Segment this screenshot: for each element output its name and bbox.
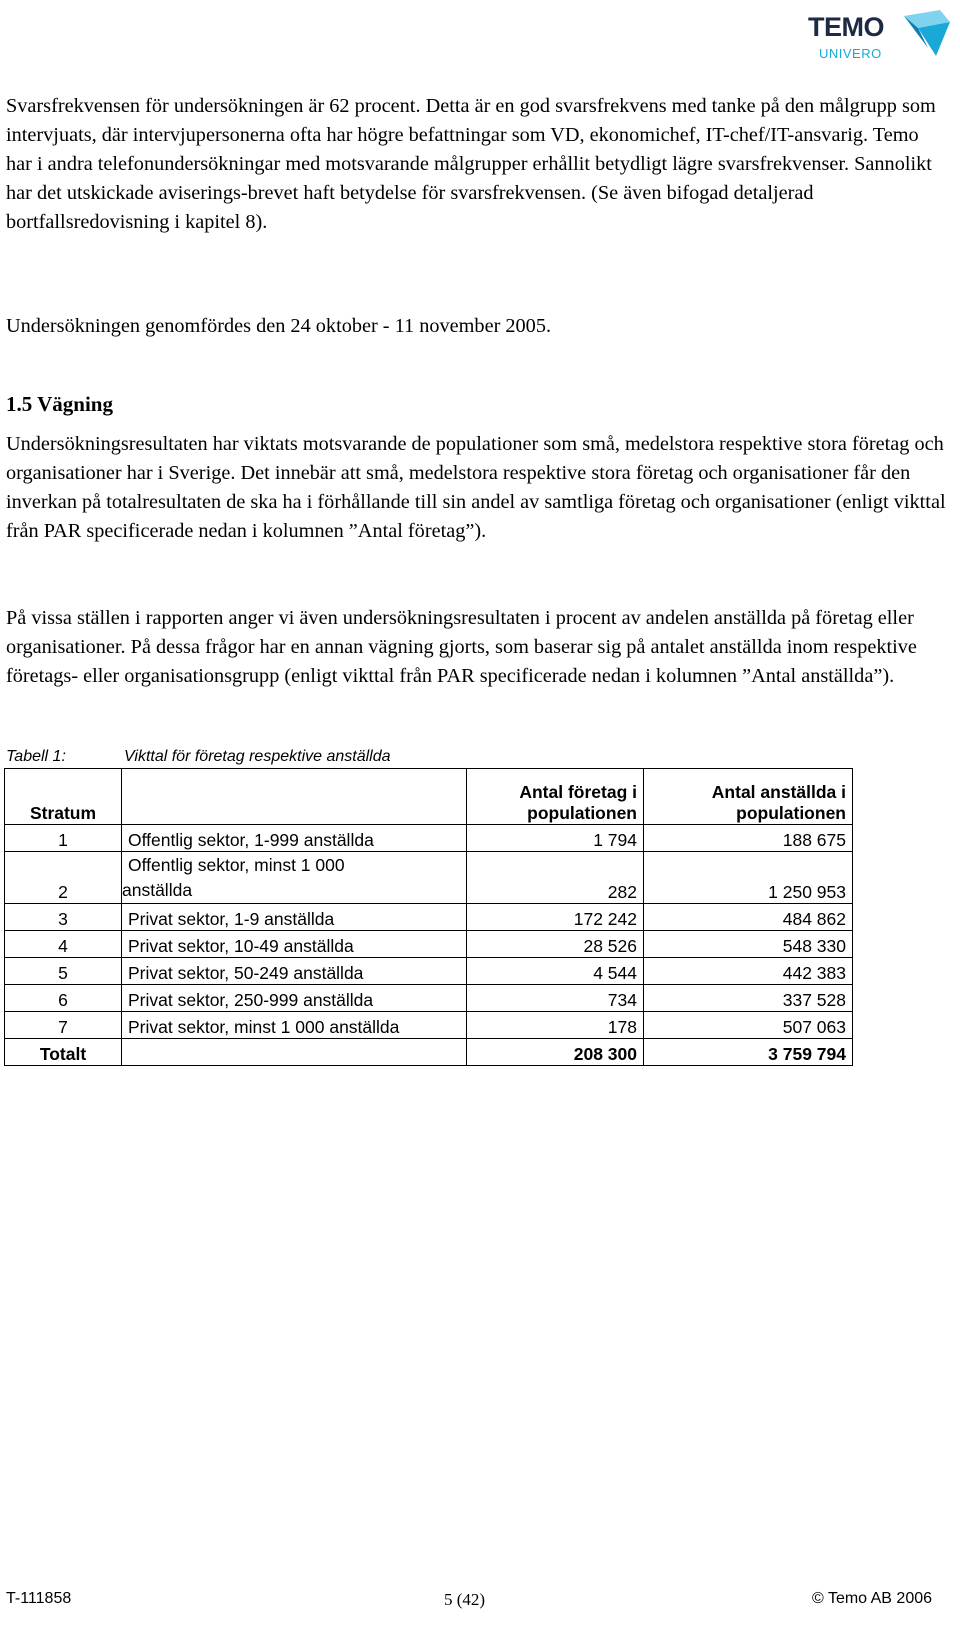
- cell-companies: 4 544: [467, 958, 644, 985]
- cell-sector: [122, 852, 467, 904]
- table-header-row: [5, 769, 853, 825]
- header-employees: Antal anställda i populationen: [644, 769, 853, 825]
- cell-companies: 178: [467, 1012, 644, 1039]
- cell-sector: Privat sektor, minst 1 000 anställda: [122, 1012, 467, 1039]
- paragraph-employee-weighting: På vissa ställen i rapporten anger vi även undersökningsresultaten i procent av andelen anställda på företag eller organisationer. På dessa frågor har en annan vägning gjorts, som baserar sig på antalet anställda inom respektive företags- eller organisationsgrupp (enligt vikttal från PAR specificerade nedan i kolumnen ”Antal anställda”).: [6, 607, 917, 687]
- table-row: [5, 904, 853, 931]
- header-companies: Antal företag i populationen: [467, 769, 644, 825]
- cell-total-companies: 208 300: [467, 1039, 644, 1066]
- cell-sector: [122, 1039, 467, 1066]
- table-row: [5, 985, 853, 1012]
- table-caption-text: Vikttal för företag respektive anställda: [124, 748, 391, 765]
- cell-companies: 28 526: [467, 931, 644, 958]
- logo-cube-icon: [900, 8, 956, 60]
- cell-stratum: 2: [5, 852, 122, 904]
- cell-employees: 442 383: [644, 958, 853, 985]
- logo-subtitle: UNIVERO: [819, 46, 882, 61]
- cell-stratum: 3: [5, 904, 122, 931]
- cell-sector: Privat sektor, 1-9 anställda: [122, 904, 467, 931]
- cell-sector: Offentlig sektor, 1-999 anställda: [122, 825, 467, 852]
- section-heading-weighting: 1.5 Vägning: [6, 392, 113, 416]
- cell-employees: 507 063: [644, 1012, 853, 1039]
- table-caption-label: Tabell 1:: [6, 748, 66, 765]
- table-total-row: [5, 1039, 853, 1066]
- footer-copyright: © Temo AB 2006: [812, 1590, 933, 1607]
- table-row: [5, 852, 853, 904]
- cell-sector: Privat sektor, 250-999 anställda: [122, 985, 467, 1012]
- cell-stratum: 7: [5, 1012, 122, 1039]
- cell-sector-line2: anställda: [122, 880, 193, 900]
- table-row: [5, 931, 853, 958]
- table-row: [5, 958, 853, 985]
- cell-companies: 282: [467, 852, 644, 904]
- cell-stratum: 5: [5, 958, 122, 985]
- cell-sector-line1: Offentlig sektor, minst 1 000: [128, 855, 345, 875]
- logo-wordmark: TEMO: [808, 12, 884, 42]
- cell-sector: Privat sektor, 10-49 anställda: [122, 931, 467, 958]
- paragraph-response-rate: Svarsfrekvensen för undersökningen är 62 procent. Detta är en god svarsfrekvens med tanke på den målgrupp som intervjuats, där intervjupersonerna ofta har högre befattningar som VD, ekonomichef, IT-chef/IT-ansvarig. Temo har i andra telefonundersökningar med motsvarande målgrupper erhållit betydligt lägre svarsfrekvenser. Sannolikt har det utskickade aviserings-brevet haft betydelse för svarsfrekvensen. (Se även bifogad detaljerad bortfallsredovisning i kapitel 8).: [6, 95, 936, 233]
- cell-companies: 1 794: [467, 825, 644, 852]
- cell-total-label: Totalt: [5, 1039, 122, 1066]
- cell-total-employees: 3 759 794: [644, 1039, 853, 1066]
- paragraph-weighting: Undersökningsresultaten har viktats motsvarande de populationer som små, medelstora respektive stora företag och organisationer har i Sverige. Det innebär att små, medelstora respektive stora företag och organisationer får den inverkan på totalresultaten de ska ha i förhållande till sin andel av samtliga företag och organisationer (enligt vikttal från PAR specificerade nedan i kolumnen ”Antal företag”).: [6, 433, 946, 542]
- table-row: [5, 1012, 853, 1039]
- cell-employees: 188 675: [644, 825, 853, 852]
- header-sector: [122, 769, 467, 825]
- cell-employees: 548 330: [644, 931, 853, 958]
- cell-employees: 337 528: [644, 985, 853, 1012]
- footer-page-number: 5 (42): [444, 1590, 486, 1609]
- weights-table: [4, 768, 853, 1066]
- header-stratum: Stratum: [5, 769, 122, 825]
- cell-sector: Privat sektor, 50-249 anställda: [122, 958, 467, 985]
- cell-companies: 734: [467, 985, 644, 1012]
- footer-document-id: T-111858: [6, 1590, 72, 1607]
- cell-employees: 1 250 953: [644, 852, 853, 904]
- table-row: [5, 825, 853, 852]
- paragraph-survey-period: Undersökningen genomfördes den 24 oktober - 11 november 2005.: [6, 315, 552, 337]
- cell-companies: 172 242: [467, 904, 644, 931]
- cell-stratum: 1: [5, 825, 122, 852]
- temo-univero-logo: [808, 6, 958, 66]
- cell-stratum: 6: [5, 985, 122, 1012]
- cell-employees: 484 862: [644, 904, 853, 931]
- cell-stratum: 4: [5, 931, 122, 958]
